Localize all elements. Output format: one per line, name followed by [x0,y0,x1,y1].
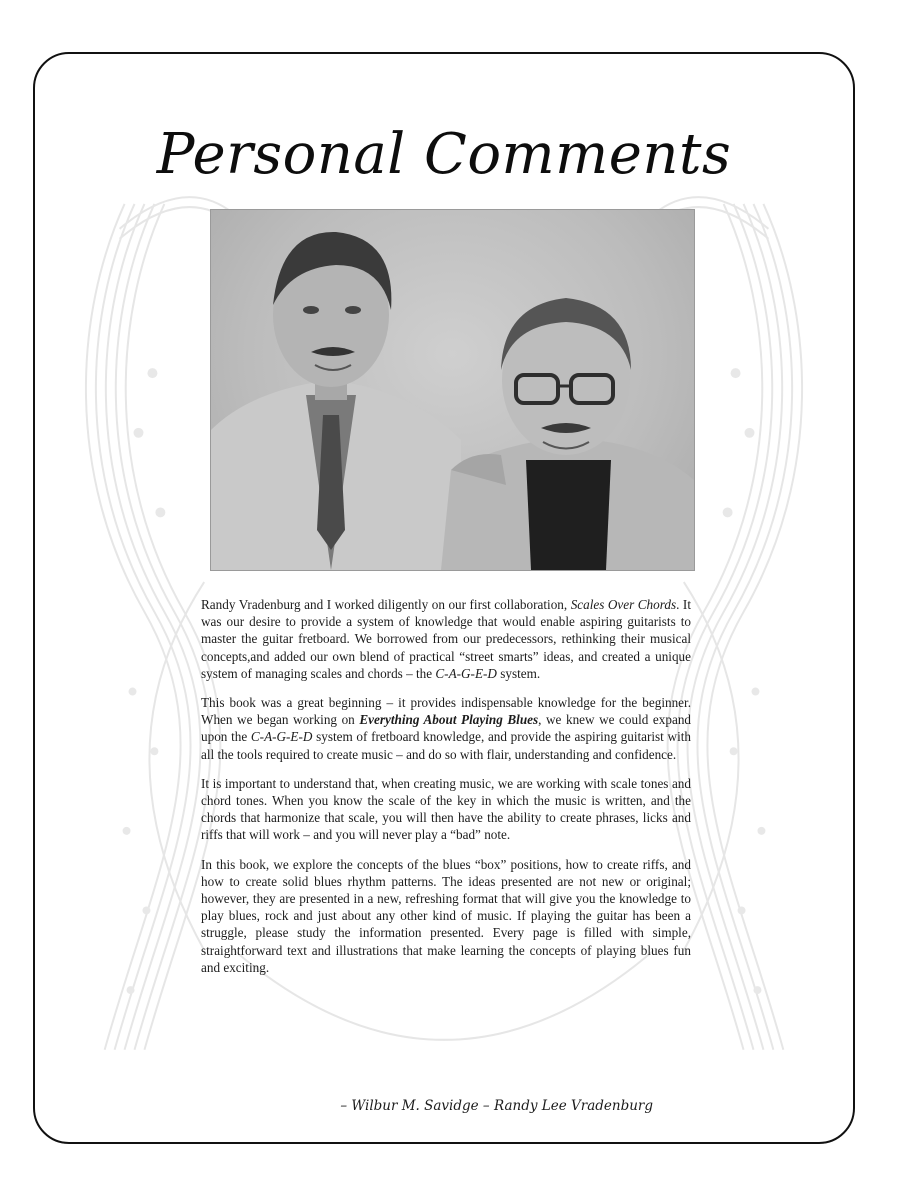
paragraph-1-text-c: . It was our desire to provide a system of knowledge that would enable aspiring guitarists to master the guitar fretboard. We borrowed from our predecessors, rethinking their musical concepts,and added our own blend of practical “street smarts” ideas, and created a unique system of managing scales and chords – the [201,597,691,681]
caged-term: C-A-G-E-D [435,665,497,681]
signature: – Wilbur M. Savidge – Randy Lee Vradenburg [340,1098,653,1114]
body-text [201,596,691,988]
paragraph-2-text-e: system of fretboard knowledge, and provide the aspiring guitarist with all the tools required to create music – and do so with flair, understanding and confidence. [201,729,691,762]
right-man-figure [441,298,694,570]
page-frame [33,52,855,1144]
left-man-figure [211,232,461,570]
author-photo-illustration [211,210,694,570]
author-photo [210,209,695,571]
book-title-everything-about-playing-blues: Everything About Playing Blues [359,712,539,728]
paragraph-4: In this book, we explore the concepts of the blues “box” positions, how to create riffs, and how to create solid blues rhythm patterns. The ideas presented are not new or original; however, they are presented in a new, refreshing format that will give you the knowledge to play blues, rock and just about any other kind of music. If playing the guitar has been a struggle, please study the information presented. Every page is filled with simple, straightforward text and illustrations that make learning the concepts of playing blues fun and exciting. [201,856,691,975]
paragraph-1-text-a: Randy Vradenburg and I worked diligently on our first collaboration, [201,597,571,612]
book-title-scales-over-chords: Scales Over Chords [570,597,677,612]
page-title: Personal Comments [156,122,732,187]
paragraph-2-text-c: , we knew we could expand upon the [201,712,692,745]
paragraph-2-text-a: This book was a great beginning – it provides indispensable knowledge for the beginner. When we began working on [201,695,691,728]
paragraph-1-text-e: system. [496,665,541,681]
paragraph-3: It is important to understand that, when creating music, we are working with scale tones and chord tones. When you know the scale of the key in which the music is written, and the chords that harmonize that scale, you will then have the ability to create phrases, licks and riffs that will work – and you will never play a “bad” note. [201,775,691,843]
caged-term: C-A-G-E-D [250,729,313,745]
paragraph-1 [201,596,691,682]
paragraph-2 [201,694,691,763]
